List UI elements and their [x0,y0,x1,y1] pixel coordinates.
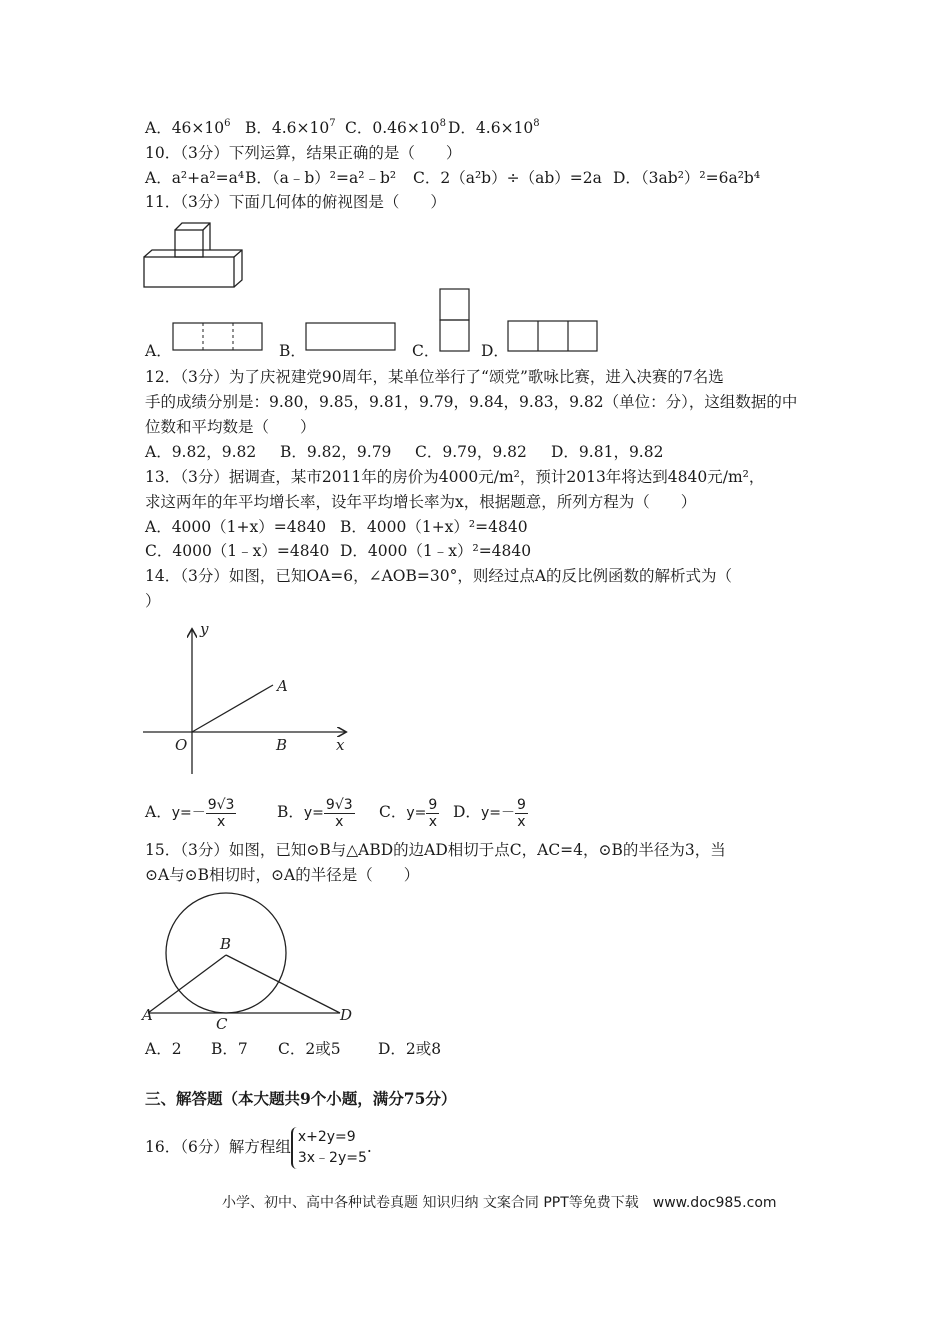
q13-options-row2 [145,540,531,562]
q13-options-row1 [145,516,528,538]
q14-stem-line1: 14．（3分）如图，已知OA=6，∠AOB=30°，则经过点A的反比例函数的解析式为（ [145,567,733,585]
q14-label-b: B [276,736,288,754]
q16-equation-1: x+2y=9 [297,1129,356,1145]
q10-option-b: B．（a﹣b）²=a²﹣b² [245,169,397,187]
q14-option-b: B．y= $\frac{9√3}{x}$ [277,796,353,830]
q14-label-o: O [175,736,188,754]
q16-equation-2: 3x﹣2y=5 [297,1150,367,1166]
q12-stem-line3: 位数和平均数是（ ） [145,418,316,436]
q12-option-c: C．9.79，9.82 [415,443,527,461]
q15-label-c: C [216,1015,228,1033]
q11-stem: 11．（3分）下面几何体的俯视图是（ ） [145,193,446,211]
q10-options [145,167,760,189]
q11-label-d: D． [481,342,509,360]
q13-option-d: D．4000（1﹣x）²=4840 [340,542,532,560]
q14-option-a: A．y=－ $\frac{9√3}{x}$ [145,796,235,830]
q9-options [145,117,540,139]
q14-option-d: D．y=－ $\frac{9}{x}$ [453,796,526,830]
q15-option-c: C．2或5 [278,1040,341,1058]
q13-stem-line1: 13．（3分）据调查，某市2011年的房价为4000元/m²，预计2013年将达到4840元/m²， [145,468,765,486]
q9-option-d: D．$4.6\times 10^8$ [448,118,540,137]
q10-option-c: C．2（a²b）÷（ab）=2a [413,169,602,187]
q14-options [145,794,528,831]
q14-coordinate-figure [140,616,355,778]
q15-option-d: D．2或8 [378,1040,442,1058]
q14-label-y: y [200,620,209,638]
q15-stem-line2: ⊙A与⊙B相切时，⊙A的半径是（ ） [145,866,420,884]
q9-option-a: A．$46\times 10^6$ [145,118,231,137]
q15-circle-figure [140,888,360,1034]
q12-stem-line1: 12．（3分）为了庆祝建党90周年，某单位举行了“颂党”歌咏比赛，进入决赛的7名选 [145,368,724,386]
q10-stem: 10．（3分）下列运算，结果正确的是（ ） [145,144,462,162]
q11-solid-figure [143,222,243,292]
q16-equation-system [291,1127,367,1169]
q15-label-d: D [340,1006,353,1024]
q11-option-a-figure [172,322,264,352]
q11-option-b-figure [305,322,397,352]
q15-option-a: A．2 [145,1040,182,1058]
section-three-title: 三、解答题（本大题共9个小题，满分75分） [145,1089,457,1108]
q11-option-d-figure [507,320,599,352]
q12-option-a: A．9.82，9.82 [145,443,257,461]
q15-label-b: B [220,935,232,953]
page-footer: 小学、初中、高中各种试卷真题 知识归纳 文案合同 PPT等免费下载 www.doc985.com [222,1195,777,1211]
q14-label-a: A [277,677,288,695]
q13-stem-line2: 求这两年的年平均增长率，设年平均增长率为x，根据题意，所列方程为（ ） [145,493,697,511]
q15-options [145,1038,441,1060]
q9-option-b: B．$4.6\times 10^7$ [245,118,336,137]
q14-segment-oa [192,685,273,732]
q10-option-d: D．（3ab²）²=6a²b⁴ [613,169,761,187]
q15-segment-bd [226,955,340,1013]
q11-option-c-figure [439,288,471,352]
q16-stem-text: 16．（6分）解方程组 [145,1138,291,1156]
q15-label-a: A [142,1006,153,1024]
q12-stem-line2: 手的成绩分别是：9.80，9.85，9.81，9.79，9.84，9.83，9.82（单位：分），这组数据的中 [145,393,798,411]
q14-stem-line2: ） [145,592,161,610]
q10-option-a: A．a²+a²=a⁴ [145,169,245,187]
q13-option-c: C．4000（1﹣x）=4840 [145,542,330,560]
q15-option-b: B．7 [211,1040,248,1058]
q12-options [145,441,663,463]
q11-label-a: A． [145,342,172,360]
q12-option-d: D．9.81，9.82 [551,443,664,461]
q15-stem-line1: 15．（3分）如图，已知⊙B与△ABD的边AD相切于点C，AC=4，⊙B的半径为3，当 [145,841,726,859]
q14-option-c: C．y= $\frac{9}{x}$ [379,796,438,830]
q14-label-x: x [336,736,345,754]
q12-option-b: B．9.82，9.79 [280,443,392,461]
q13-option-b: B．4000（1+x）²=4840 [340,518,528,536]
q15-circle-b [166,893,286,1013]
q9-option-c: C．$0.46\times 10^8$ [345,118,446,137]
q15-segment-ab [148,955,226,1013]
q13-option-a: A．4000（1+x）=4840 [145,518,327,536]
q11-label-b: B． [279,342,306,360]
q11-label-c: C． [412,342,440,360]
q16-stem: 16．（6分）解方程组 x+2y=9 3x﹣2y=5 . [145,1124,372,1170]
